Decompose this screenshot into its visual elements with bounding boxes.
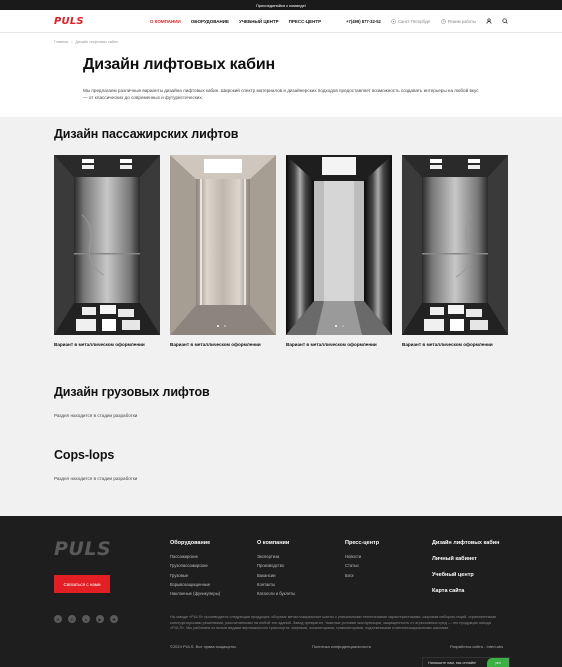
intro-section xyxy=(0,33,562,117)
phone-link[interactable]: +7(499) 877-32-52 xyxy=(346,18,381,24)
footer-link[interactable]: Грузовые xyxy=(170,572,189,578)
footer-link[interactable]: Новости xyxy=(345,554,362,559)
breadcrumb-separator: | xyxy=(71,40,73,44)
footer-link-account[interactable]: Личный кабинет xyxy=(432,556,477,562)
social-links xyxy=(54,615,118,623)
cops-text: Раздел находится в стадии разработки xyxy=(54,476,138,481)
footer-link[interactable]: Статьи xyxy=(345,563,359,569)
cabin-image[interactable] xyxy=(54,155,160,335)
footer-link[interactable]: Экспертиза xyxy=(257,554,280,559)
telegram-icon[interactable]: ✈ xyxy=(54,615,62,623)
footer-col-title[interactable]: Пресс-центр xyxy=(345,540,380,546)
more-icon[interactable]: ✚ xyxy=(110,615,118,623)
youtube-icon[interactable]: ▶ xyxy=(96,615,104,623)
footer-link[interactable]: Вакансии xyxy=(257,572,276,578)
cabin-illustration xyxy=(170,155,276,335)
nav-item-equipment[interactable]: ОБОРУДОВАНИЕ xyxy=(190,18,229,24)
footer-link[interactable]: Контакты xyxy=(257,581,276,587)
cargo-text: Раздел находится в стадии разработки xyxy=(54,413,138,418)
cabin-card[interactable] xyxy=(402,155,508,347)
nav-item-about[interactable]: О КОМПАНИИ xyxy=(149,18,181,24)
cabin-image[interactable] xyxy=(402,155,508,335)
search-icon[interactable] xyxy=(502,18,508,24)
privacy-link[interactable]: Политика конфиденциальности xyxy=(312,644,372,649)
site-header xyxy=(0,10,562,33)
cargo-section xyxy=(0,347,562,418)
footer-col-equipment xyxy=(170,540,220,600)
cabin-illustration xyxy=(402,155,508,335)
footer-link-design[interactable]: Дизайн лифтовых кабин xyxy=(432,540,500,546)
footer-link[interactable]: Производство xyxy=(257,563,285,569)
location-icon xyxy=(391,19,396,24)
footer-link-training[interactable]: Учебный центр xyxy=(432,572,474,578)
announcement-text[interactable]: Присоединяйся к команде! xyxy=(256,2,306,8)
city-label: Санкт-Петербург xyxy=(397,18,431,24)
header-right xyxy=(346,18,508,24)
cabin-illustration xyxy=(54,155,160,335)
cops-title: Cops-lops xyxy=(54,448,115,462)
breadcrumb xyxy=(54,40,508,44)
top-announcement-bar[interactable] xyxy=(0,0,562,10)
nav-item-press[interactable]: ПРЕСС-ЦЕНТР xyxy=(288,18,322,24)
hours-label: Режим работы xyxy=(447,18,476,24)
footer-link[interactable]: Грузопассажирские xyxy=(170,563,208,569)
developer-link[interactable]: Разработка сайта - InterLabs xyxy=(450,644,504,649)
footer-logo[interactable]: PULS xyxy=(54,538,112,560)
page-lead: Мы предлагаем различные варианты дизайна лифтовых кабин. Широкий спектр материалов и дизайнерских подходов предоставляет возможность создавать интерьеры на любой вкус — от классических до современных и футуристических. xyxy=(83,88,479,100)
footer-legal-text: На заводе «PULS» производится следующая продукция: сборные металлокаркасные шахты с уникальными техническими характеристиками, широким набором опций, ограниченными конструкторскими решениями, рассчитанными на любой тип зданий. Завод превратил, тяжелые условия эксплуатации, защищенность от агрессивных сред — это продукция завода «PULS». Мы работаем со всеми видами вертикального транспорта: лифтами, эскалаторами, траволаторами, подъемниками и металлокаркасными шахтами. xyxy=(170,615,497,630)
cabin-card[interactable] xyxy=(54,155,160,347)
passenger-cards xyxy=(54,155,508,347)
chat-widget[interactable] xyxy=(422,657,510,667)
footer-link[interactable]: Взрывозащищенные xyxy=(170,581,211,587)
breadcrumb-current: Дизайн лифтовых кабин xyxy=(75,40,119,44)
site-footer xyxy=(0,516,562,667)
contact-us-button[interactable]: Связаться с нами xyxy=(54,575,110,593)
footer-col-about xyxy=(257,540,295,600)
passenger-title: Дизайн пассажирских лифтов xyxy=(54,127,239,141)
cabin-image[interactable] xyxy=(170,155,276,335)
nav-item-training[interactable]: УЧЕБНЫЙ ЦЕНТР xyxy=(239,18,279,24)
chat-status[interactable]: pro xyxy=(487,658,509,667)
footer-col-title[interactable]: О компании xyxy=(257,540,290,546)
main-nav xyxy=(150,19,321,24)
cabin-caption[interactable]: Вариант в металлическом оформлении xyxy=(170,342,261,347)
page-title: Дизайн лифтовых кабин xyxy=(83,56,275,73)
cabin-caption[interactable]: Вариант в металлическом оформлении xyxy=(54,342,145,347)
logo[interactable]: PULS xyxy=(54,15,84,27)
footer-link[interactable]: Блог xyxy=(345,572,355,578)
footer-link[interactable]: Каталоги и буклеты xyxy=(257,591,296,597)
passenger-section xyxy=(0,117,562,347)
cabin-illustration xyxy=(286,155,392,335)
footer-link[interactable]: Наклонные (фуникулеры) xyxy=(170,591,221,597)
vk-icon[interactable]: v xyxy=(82,615,90,623)
cabin-caption[interactable]: Вариант в металлическом оформлении xyxy=(286,342,377,347)
cargo-title: Дизайн грузовых лифтов xyxy=(54,385,210,399)
copyright: ©2024 PULS. Все права защищены. xyxy=(170,644,237,649)
cops-section xyxy=(0,418,562,481)
footer-link[interactable]: Пассажирские xyxy=(170,554,198,559)
footer-col-extra xyxy=(432,540,499,604)
cabin-card[interactable] xyxy=(170,155,276,347)
cabin-card[interactable] xyxy=(286,155,392,347)
cabin-image[interactable] xyxy=(286,155,392,335)
chat-label[interactable]: Напишите нам, мы онлайн! xyxy=(428,660,477,665)
hours-link[interactable] xyxy=(441,19,476,24)
user-icon[interactable] xyxy=(486,18,492,24)
whatsapp-icon[interactable]: ✆ xyxy=(68,615,76,623)
footer-col-title[interactable]: Оборудование xyxy=(170,540,211,546)
cabin-caption[interactable]: Вариант в металлическом оформлении xyxy=(402,342,493,347)
city-selector[interactable] xyxy=(391,19,431,24)
clock-icon xyxy=(441,19,446,24)
breadcrumb-home[interactable]: Главная xyxy=(54,40,69,44)
footer-link-sitemap[interactable]: Карта сайта xyxy=(432,588,465,594)
footer-col-press xyxy=(345,540,379,582)
